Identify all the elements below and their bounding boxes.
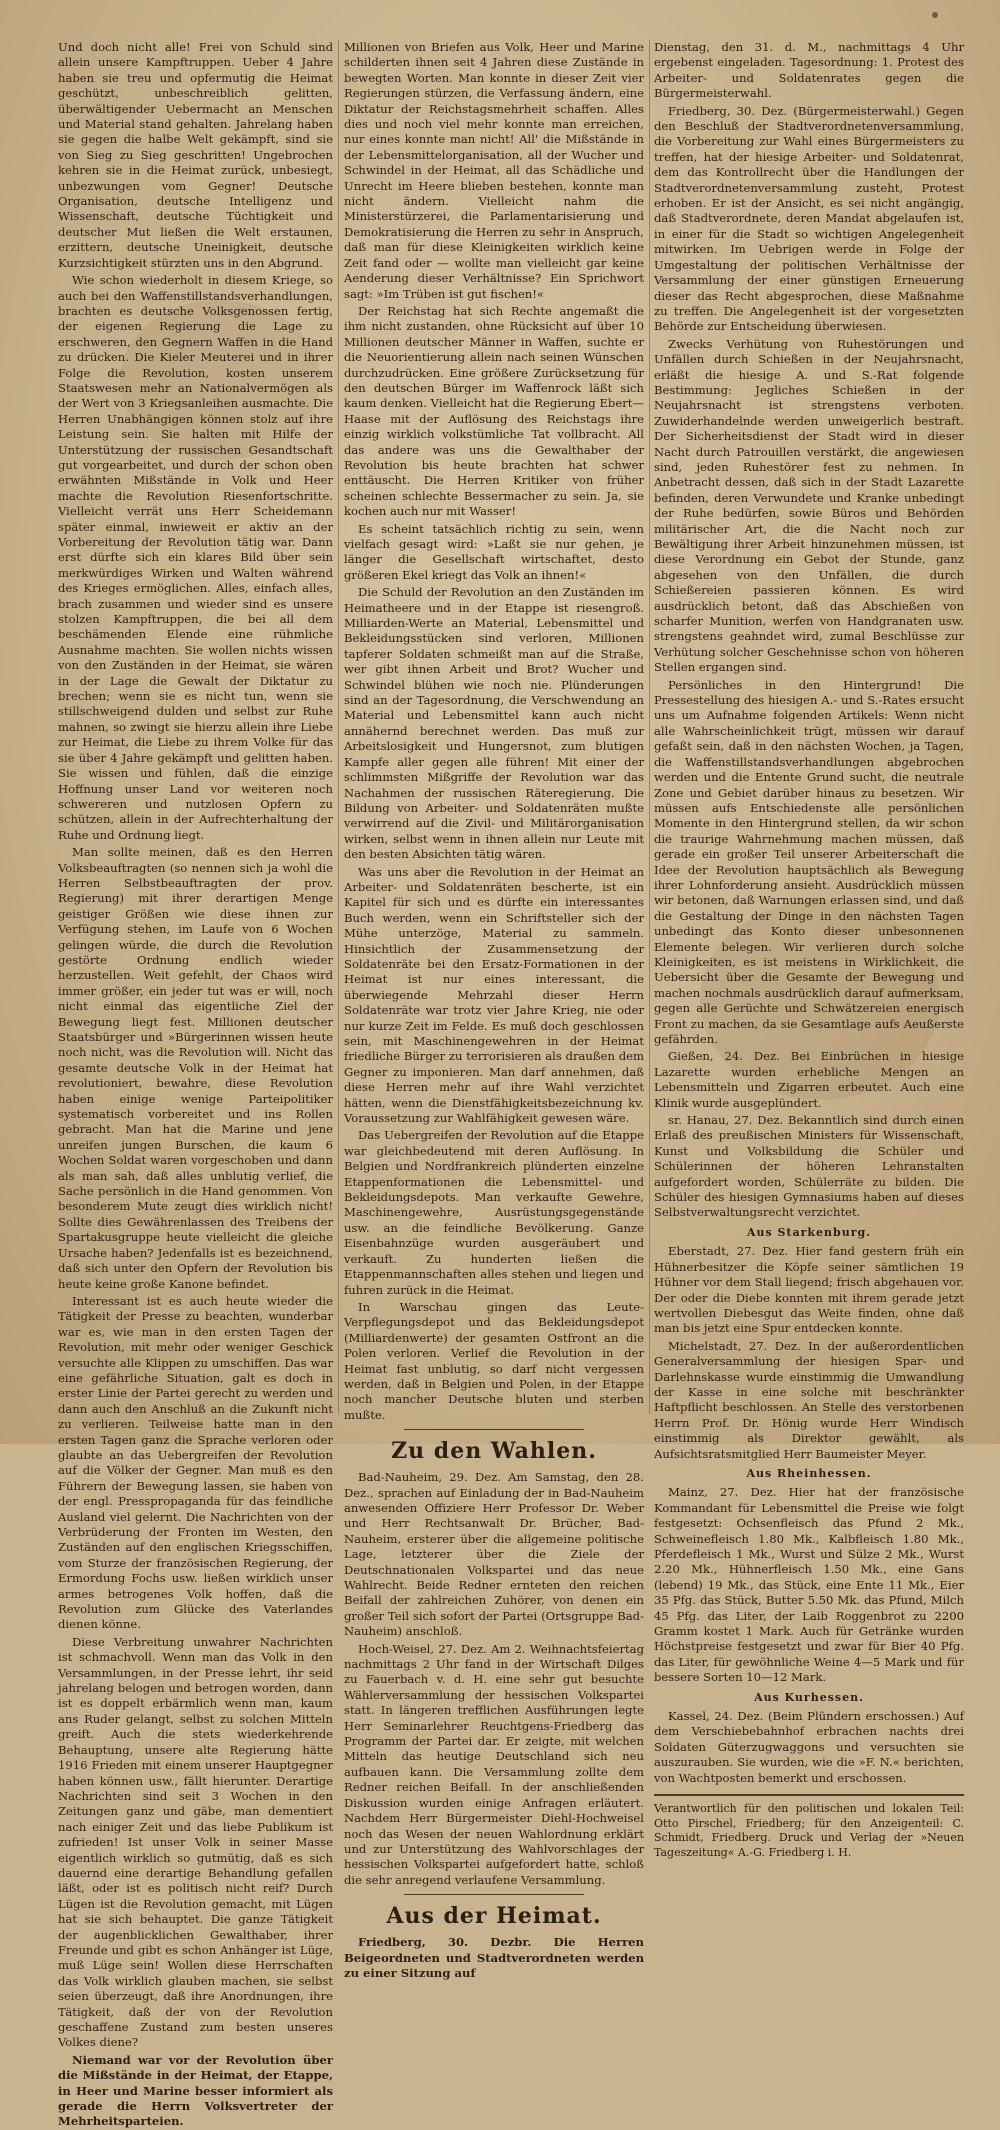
news-item: Gießen, 24. Dez. Bei Einbrüchen in hiesige Lazarette wurden erhebliche Mengen an Lebensmitteln und Zigarren erbeutet. Auch eine Klinik wurde ausgeplündert. [654, 1049, 964, 1110]
article-paragraph: Die Schuld der Revolution an den Zuständen im Heimatheere und in der Etappe ist riesengroß. Milliarden-Werte an Material, Lebensmittel und Bekleidungsstücken sind verloren, Millionen tapferer Soldaten schmeißt man auf die Straße, wer gibt ihnen Arbeit und Brot? Wucher und Schwindel blühen wie noch nie. Plünderungen sind an der Tagesordnung, die Verschwendung an Material und Lebensmittel kann auch nicht annähernd berechnet werden. Das muß zur Arbeitslosigkeit und Hungersnot, zum blutigen Kampfe aller gegen alle führen! Mit einer der schlimmsten Mißgriffe der Revolution war das Nachahmen der russischen Räteregierung. Die Bildung von Arbeiter- und Soldatenräten mußte verwirrend auf die Zivil- und Militärorganisation wirken, selbst wenn in ihnen allein nur Leute mit den besten Absichten tätig wären. [344, 585, 644, 862]
news-item: Zwecks Verhütung von Ruhestörungen und Unfällen durch Schießen in der Neujahrsnacht, erläßt die hiesige A. und S.-Rat folgende Bestimmung: Jegliches Schießen in der Neujahrsnacht ist strengstens verboten. Zuwiderhandelnde werden unweigerlich bestraft. Der Sicherheitsdienst der Stadt wird in dieser Nacht durch Patrouillen verstärkt, die angewiesen sind, jeden Ruhestörer fest zu nehmen. In Anbetracht dessen, daß sich in der Stadt Lazarette befinden, deren Verwundete und Kranke unbedingt der Ruhe bedürfen, sowie Büros und Behörden militärischer Art, die die Nacht noch zur Bewältigung ihrer Arbeit hinzunehmen müssen, ist diese Verordnung ein Gebot der Stunde, ganz abgesehen von den Unfällen, die durch Schießereien passieren können. Es wird ausdrücklich betont, daß das Abschießen von scharfer Munition, werfen von Handgranaten usw. strengstens geahndet wird, zumal Beschlüsse zur Verhütung solcher Geschehnisse schon von höheren Stellen ergangen sind. [654, 336, 964, 675]
article-paragraph: In Warschau gingen das Leute-Verpflegungsdepot und das Bekleidungsdepot (Milliardenwerte) der gesamten Ostfront an die Polen verloren. Verlief die Revolution in der Heimat fast unblutig, so darf nicht vergessen werden, daß in Belgien und Polen, in der Etappe noch mancher Deutsche bluten und sterben mußte. [344, 1299, 644, 1422]
news-item: Eberstadt, 27. Dez. Hier fand gestern früh ein Hühnerbesitzer die Köpfe seiner sämtlichen 19 Hühner vor dem Stall liegend; frisch abgehauen vor. Der oder die Diebe konnten mit ihrem gerade jetzt wertvollen Diebesgut das Weite finden, ohne daß man bis jetzt eine Spur entdecken konnte. [654, 1244, 964, 1336]
section-subheading-starkenburg: Aus Starkenburg. [746, 1225, 872, 1239]
article-paragraph: Und doch nicht alle! Frei von Schuld sind allein unsere Kampftruppen. Ueber 4 Jahre haben sie treu und opfermutig die Heimat geschützt, unbeschreiblich gelitten, überwältigender Uebermacht an Menschen und Material stand gehalten. Jahrelang haben sie gegen die halbe Welt gekämpft, sind sie von Sieg zu Sieg geschritten! Ungebrochen kehren sie in die Heimat zurück, unbesiegt, unbezwungen vom Gegner! Deutsche Organisation, deutsche Intelligenz und Wissenschaft, deutsche Tüchtigkeit und deutscher Mut ließen die Welt erstaunen, erzittern, deutsche Uneinigkeit, deutsche Kurzsichtigkeit stürzten uns in den Abgrund. [58, 40, 333, 270]
article-paragraph: Es scheint tatsächlich richtig zu sein, wenn vielfach gesagt wird: »Laßt sie nur gehen, je länger die Gesellschaft wirtschaftet, desto größeren Ekel kriegt das Volk an ihnen!« [344, 521, 644, 582]
section-divider [404, 1429, 584, 1430]
article-paragraph: Der Reichstag hat sich Rechte angemaßt die ihm nicht zustanden, ohne Rücksicht auf über 10 Millionen deutscher Männer in Waffen, suchte er die Neuorientierung allein nach seinen Wünschen durchzudrücken. Eine größere Zurücksetzung für den deutschen Bürger im Waffenrock läßt sich kaum denken. Vielleicht hat die Regierung Ebert—Haase mit der Auflösung des Reichstags ihre einzig wirklich volkstümliche Tat vollbracht. All das andere was uns die Gewalthaber der Revolution bis heute brachten hat schwer enttäuscht. Die Herren Kritiker von früher scheinen schlechte Bessermacher zu sein. Ja, sie kochen auch nur mit Wasser! [344, 303, 644, 519]
article-paragraph: Wie schon wiederholt in diesem Kriege, so auch bei den Waffenstillstandsverhandlungen, brachten es deutsche Volksgenossen fertig, der eigenen Regierung die Lage zu erschweren, den Gegnern Waffen in die Hand zu drücken. Die Kieler Meuterei und in ihrer Folge die Revolution, kosten unserem Staatswesen mehr an Nationalvermögen als der Wert von 3 Kriegsanleihen ausmachte. Die Herren Unabhängigen können stolz auf ihre Leistung sein. Sie halten mit Hilfe der Unterstützung der russischen Gesandtschaft gut vorgearbeitet, und durch der schon oben erwähnten Mißstände in Volk und Heer machte die Revolution Riesenfortschritte. Vielleicht verrät uns Herr Scheidemann später einmal, inwieweit er aktiv an der Vorbereitung der Revolution tätig war. Dann erst dürfte sich ein klares Bild über sein merkwürdiges Wirken und Walten während des Krieges ermöglichen. Alles, einfach alles, brach zusammen und wieder sind es unsere stolzen Kampftruppen, die bei all dem beschämenden Elende eine rühmliche Ausnahme machten. Sie wollen nichts wissen von den Zuständen in der Heimat, sie wären in der Lage die Gewalt der Diktatur zu brechen; wenn sie es nicht tun, wenn sie stillschweigend dulden und selbst zur Ruhe mahnen, so zwingt sie hierzu allein ihre Liebe zur Heimat, die Liebe zu ihrem Volke für das sie über 4 Jahre gekämpft und gelitten haben. Sie wissen und fühlen, daß die einzige Hoffnung unser Land vor weiteren noch schwereren und nutzlosen Opfern zu schützen, allein in der Aufrechterhaltung der Ruhe und Ordnung liegt. [58, 273, 333, 842]
article-paragraph: Niemand war vor der Revolution über die Mißstände in der Heimat, der Etappe, in Heer und Marine besser informiert als gerade die Herrn Volksvertreter der Mehrheitsparteien. [58, 2052, 333, 2129]
news-item: Dienstag, den 31. d. M., nachmittags 4 Uhr ergebenst eingeladen. Tagesordnung: 1. Protest des Arbeiter- und Soldatenrates gegen die Bürgermeisterwahl. [654, 40, 964, 101]
column-middle [344, 40, 644, 1980]
article-paragraph: Das Uebergreifen der Revolution auf die Etappe war gleichbedeutend mit deren Auflösung. In Belgien und Nordfrankreich plünderten einzelne Etappenformationen die Lebensmittel- und Bekleidungsdepots. Man verkaufte Gewehre, Maschinengewehre, Ausrüstungsgegenstände usw. an die feindliche Bevölkerung. Ganze Eisenbahnzüge wurden ausgeräubert und verkauft. Zu hunderten ließen die Etappenmannschaften alles stehen und liegen und fuhren zurück in die Heimat. [344, 1128, 644, 1297]
article-paragraph: Diese Verbreitung unwahrer Nachrichten ist schmachvoll. Wenn man das Volk in den Versammlungen, in der Presse lehrt, ihr seid jahrelang belogen und betrogen worden, dann ist es doppelt erbärmlich wenn man, kaum ans Ruder gelangt, selbst zu solchen Mitteln greift. Auch die stets wiederkehrende Behauptung, unsere alte Regierung hätte 1916 Frieden mit einem unserer Hauptgegner haben können usw., fällt hierunter. Derartige Nachrichten sind seit 3 Wochen in den Zeitungen ganz und gäbe, man dementiert nach einiger Zeit und das liebe Publikum ist zufrieden! Ist unser Volk in seiner Masse eigentlich wirklich so gutmütig, daß es sich dauernd eine derartige Behandlung gefallen läßt, oder ist es politisch nicht reif? Durch Lügen ist die Revolution gemacht, mit Lügen hat sie sich behauptet. Die ganze Tätigkeit der augenblicklichen Gewalthaber, ihrer Freunde und gibt es schon Anhänger ist Lüge, muß Lüge sein! Wollen diese Herrschaften das Volk wirklich glauben machen, sie selbst seien überzeugt, daß ihre Anordnungen, ihre Tätigkeit, daß der von der Revolution geschaffene Zustand zum besten unseres Volkes diene? [58, 1634, 333, 2050]
section-divider [404, 1894, 584, 1895]
news-item: Bad-Nauheim, 29. Dez. Am Samstag, den 28. Dez., sprachen auf Einladung der in Bad-Nauheim anwesenden Offiziere Herr Professor Dr. Weber und Herr Rechtsanwalt Dr. Brücher, Bad-Nauheim, ersterer über die allgemeine politische Lage, letzterer über die Ziele der Deutschnationalen Volkspartei und das neue Wahlrecht. Beide Redner ernteten den reichen Beifall der zahlreichen Zuhörer, von denen ein großer Teil sich sofort der Partei (Ortsgruppe Bad-Nauheim) anschloß. [344, 1470, 644, 1639]
article-paragraph: Was uns aber die Revolution in der Heimat an Arbeiter- und Soldatenräten bescherte, ist ein Kapitel für sich und es dürfte ein interessantes Buch werden, wenn ein Schriftsteller sich der Mühe unterzöge, Material zu sammeln. Hinsichtlich der Zusammensetzung der Soldatenräte bei den Ersatz-Formationen in der Heimat ist nur eines interessant, die überwiegende Mehrzahl dieser Herrn Soldatenräte war trotz vier Jahre Krieg, nie oder nur kurze Zeit im Felde. Es muß doch geschlossen sein, mit Maschinengewehren in der Heimat friedliche Bürger zu terrorisieren als draußen dem Gegner zu imponieren. Man darf annehmen, daß diese Herren mehr auf ihre Wahl verzichtet hätten, wenn die Dienstfähigkeitsbezeichnung kv. Voraussetzung zur Wahlfähigkeit gewesen wäre. [344, 864, 644, 1126]
punch-hole-mark [932, 12, 938, 18]
news-item: Friedberg, 30. Dezbr. Die Herren Beigeordneten und Stadtverordneten werden zu einer Sitzung auf [344, 1935, 644, 1980]
column-rule [338, 40, 339, 1414]
article-paragraph: Man sollte meinen, daß es den Herren Volksbeauftragten (so nennen sich ja wohl die Herren Selbstbeauftragten der prov. Regierung) mit ihrer derartigen Menge geistiger Größen wie diese ihnen zur Verfügung stehen, im Laufe von 6 Wochen gelingen würde, die durch die Revolution gestörte Ordnung endlich wieder herzustellen. Weit gefehlt, der Chaos wird immer größer, ein jeder tut was er will, noch nicht einmal das eigentliche Ziel der Bewegung liegt fest. Millionen deutscher Staatsbürger und »Bürgerinnen wissen heute noch nicht, was die Revolution will. Nicht das gesamte deutsche Volk in der Heimat hat revolutioniert, bewahre, diese Revolution haben einige wenige Parteipolitiker systematisch vorbereitet und ins Rollen gebracht. Man hat die Marine und jene unreifen jungen Burschen, die kaum 6 Wochen Soldat waren vorgeschoben und dann als man sah, daß alles unblutig verlief, die Sache persönlich in die Hand genommen. Von besonderem Mute zeugt dies wirklich nicht! Sollte dies Gewährenlassen des Treibens der Spartakusgruppe heute vielleicht die gleiche Ursache haben? Jedenfalls ist es bezeichnend, daß sich unter den Opfern der Revolution bis heute keine große Kanone befindet. [58, 845, 333, 1291]
news-item: Mainz, 27. Dez. Hier hat der französische Kommandant für Lebensmittel die Preise wie folgt festgesetzt: Ochsenfleisch das Pfund 2 Mk., Schweinefleisch 1.80 Mk., Kalbfleisch 1.80 Mk., Pferdefleisch 1 Mk., Wurst und Sülze 2 Mk., Wurst 2.20 Mk., Hühnerfleisch 1.50 Mk., eine Gans (lebend) 19 Mk., das Stück, eine Ente 11 Mk., Eier 35 Pfg. das Stück, Butter 5.50 Mk. das Pfund, Milch 45 Pfg. das Liter, der Laib Roggenbrot zu 2200 Gramm kostet 1 Mark. Auch für Getränke wurden Höchstpreise festgesetzt und zwar für Bier 40 Pfg. das Liter, für gewöhnliche Weine 4—5 Mark und für bessere Sorten 10—12 Mark. [654, 1485, 964, 1685]
news-item: Michelstadt, 27. Dez. In der außerordentlichen Generalversammlung der hiesigen Spar- und Darlehnskasse wurde einstimmig die Umwandlung der Kasse in eine solche mit beschränkter Haftpflicht beschlossen. An Stelle des verstorbenen Herrn Prof. Dr. Hönig wurde Herr Windisch einstimmig als Direktor gewählt, als Aufsichtsratsmitglied Herr Baumeister Meyer. [654, 1338, 964, 1461]
news-item: Friedberg, 30. Dez. (Bürgermeisterwahl.) Gegen den Beschluß der Stadtverordnetenversammlung, die Vorbereitung zur Wahl eines Bürgermeisters zu treffen, hat der hiesige Arbeiter- und Soldatenrat, dem das Kontrollrecht über die Handlungen der Stadtverordnetenversammlung zusteht, Protest erhoben. Er ist der Ansicht, es sei nicht angängig, daß Stadtverordnete, deren Mandat abgelaufen ist, in einer für die Stadt so wichtigen Angelegenheit mitwirken. Im Uebrigen werde in Folge der Umgestaltung der politischen Verhältnisse der Versammlung der einer günstigen Erneuerung dieser das Recht abgesprochen, diese Maßnahme zu treffen. Die Angelegenheit ist der vorgesetzten Behörde zur Entscheidung überwiesen. [654, 103, 964, 334]
article-paragraph: Millionen von Briefen aus Volk, Heer und Marine schilderten ihnen seit 4 Jahren diese Zustände in bewegten Worten. Man konnte in dieser Zeit vier Regierungen stürzen, die Verfassung ändern, eine Diktatur der Reichstagsmehrheit schaffen. Alles dies und noch viel mehr konnte man erreichen, nur eines konnte man nicht! All' die Mißstände in der Lebensmittelorganisation, all der Wucher und Schwindel in der Heimat, all das Schädliche und Unrecht im Heere blieben bestehen, konnte man nicht ändern. Vielleicht nahm die Ministerstürzerei, die Parlamentarisierung und Demokratisierung die Herren zu sehr in Anspruch, daß man für diese Kleinigkeiten wirklich keine Zeit fand oder — wollte man vielleicht gar keine Aenderung dieser Verhältnisse? Ein Sprichwort sagt: »Im Trüben ist gut fischen!« [344, 40, 644, 301]
news-item: sr. Hanau, 27. Dez. Bekanntlich sind durch einen Erlaß des preußischen Ministers für Wissenschaft, Kunst und Volksbildung die Schüler und Schülerinnen der höheren Lehranstalten aufgefordert worden, Schülerräte zu bilden. Die Schüler des hiesigen Gymnasiums haben auf dieses Selbstverwaltungsrecht verzichtet. [654, 1113, 964, 1220]
section-subheading-kurhessen: Aus Kurhessen. [754, 1690, 864, 1704]
imprint: Verantwortlich für den politischen und lokalen Teil: Otto Pirschel, Friedberg; für den Anzeigenteil: C. Schmidt, Friedberg. Druck und Verlag der »Neuen Tageszeitung« A.-G. Friedberg i. H. [654, 1802, 964, 1859]
section-subheading-rheinhessen: Aus Rheinhessen. [746, 1466, 872, 1480]
column-rule [649, 40, 650, 1414]
column-left [58, 40, 333, 2129]
news-item: Kassel, 24. Dez. (Beim Plündern erschossen.) Auf dem Verschiebebahnhof erbrachen nachts drei Soldaten Güterzugwaggons und versuchten sie auszurauben. Sie wurden, wie die »F. N.« berichten, von Wachtposten bemerkt und erschossen. [654, 1709, 964, 1785]
imprint-rule [654, 1794, 964, 1796]
news-item: Hoch-Weisel, 27. Dez. Am 2. Weihnachtsfeiertag nachmittags 2 Uhr fand in der Wirtschaft Dilges zu Fauerbach v. d. H. eine sehr gut besuchte Wählerversammlung der hessischen Volkspartei statt. In längeren trefflichen Ausführungen legte Herr Seminarlehrer Reuchtgens-Friedberg das Programm der Partei dar. Er zeigte, mit welchen Mitteln das heutige Deutschland sich neu aufbauen kann. Die Versammlung zollte dem Redner reichen Beifall. In der anschließenden Diskussion wurden einige Anfragen erläutert. Nachdem Herr Bürgermeister Diehl-Hochweisel noch das Wesen der neuen Wahlordnung erklärt und zur Unterstützung des Wahlvorschlages der hessischen Volkspartei aufgefordert hatte, schloß die sehr anregend verlaufene Versammlung. [344, 1641, 644, 1887]
article-paragraph: Interessant ist es auch heute wieder die Tätigkeit der Presse zu beachten, wunderbar war es, wie man in den ersten Tagen der Revolution, mit mehr oder weniger Geschick versuchte alle Klippen zu umschiffen. Das war eine gefährliche Situation, galt es doch in erster Linie der Partei gerecht zu werden und dann auch den Anschluß an die Zukunft nicht zu verlieren. Teilweise hatte man in den ersten Tagen ganz die Sprache verloren oder glaubte an das Uebergreifen der Revolution auf die Völker der Gegner. Man muß es den Führern der Bewegung lassen, sie haben von der engl. Presspropaganda für das feindliche Ausland viel gelernt. Die Nachrichten von der Verbrüderung der Fronten im Westen, den Zuständen auf den englischen Kriegsschiffen, vom Sturze der französischen Regierung, der Ermordung Fochs usw. ließen wirklich unser armes betrogenes Volk hoffen, daß die Revolution zum Glücke des Vaterlandes dienen könne. [58, 1293, 333, 1632]
news-item: Persönliches in den Hintergrund! Die Pressestellung des hiesigen A.- und S.-Rates ersucht uns um Aufnahme folgenden Artikels: Wenn nicht alle Wahrscheinlichkeit trügt, müssen wir darauf gefaßt sein, daß in den nächsten Wochen, ja Tagen, die Waffenstillstandsverhandlungen abgebrochen werden und die Entente Grund sucht, die neutrale Zone und Gebiet darüber hinaus zu besetzen. Wir müssen aufs Entschiedenste alle persönlichen Momente in den Hintergrund stellen, da wir schon die traurige Wahrnehmung machen müssen, daß gerade ein großer Teil unserer Arbeiterschaft die Idee der Revolution hauptsächlich als Bewegung ihrer Lohnforderung ansieht. Ausdrücklich müssen wir betonen, daß Warnungen erlassen sind, und daß die Gestaltung der Dinge in den nächsten Tagen unbedingt das Konto dieser unbesonnenen Elemente belegen. Wir verlieren durch solche Kleinigkeiten, es ist meistens in Wirklichkeit, die Uebersicht über die Gesamte der Bewegung und machen nochmals ausdrücklich darauf aufmerksam, gegen alle Gerüchte und Schwätzereien energisch Front zu machen, da sie Gesamtlage aufs Aeußerste gefährden. [654, 677, 964, 1046]
section-heading-heimat: Aus der Heimat. [386, 1903, 602, 1930]
section-heading-wahlen: Zu den Wahlen. [391, 1438, 597, 1465]
column-right [654, 40, 964, 1859]
